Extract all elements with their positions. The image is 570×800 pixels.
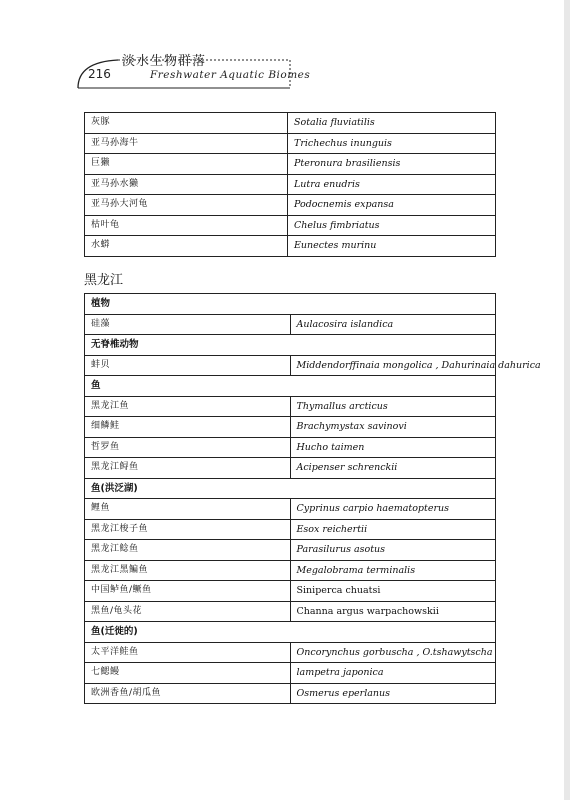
common-name-cell: 哲罗鱼 xyxy=(85,437,291,458)
common-name-cell: 硅藻 xyxy=(85,314,291,335)
common-name-cell: 黑龙江黑鳊鱼 xyxy=(85,560,291,581)
common-name-cell: 欧洲香鱼/胡瓜鱼 xyxy=(85,683,291,704)
common-name-cell: 中国鲈鱼/鳜鱼 xyxy=(85,581,291,602)
section-title: 鱼(迁徙的) xyxy=(85,622,496,643)
species-row xyxy=(85,133,496,154)
common-name-cell: 枯叶龟 xyxy=(85,215,288,236)
species-row xyxy=(85,154,496,175)
species-row xyxy=(85,663,496,684)
common-name-cell: 黑龙江鲶鱼 xyxy=(85,540,291,561)
species-row xyxy=(85,396,496,417)
common-name-cell: 黑龙江鱼 xyxy=(85,396,291,417)
species-row xyxy=(85,437,496,458)
page-header xyxy=(0,0,570,95)
species-row xyxy=(85,560,496,581)
book-title: 淡水生物群落 xyxy=(122,54,207,69)
book-subtitle: Freshwater Aquatic Biomes xyxy=(150,69,311,81)
common-name-cell: 七鳃鳗 xyxy=(85,663,291,684)
species-row xyxy=(85,314,496,335)
common-name-cell: 水蟒 xyxy=(85,236,288,257)
scientific-name-cell: Hucho taimen xyxy=(290,437,496,458)
section-heading-amur: 黑龙江 xyxy=(84,273,124,288)
scientific-name-cell: Esox reichertii xyxy=(290,519,496,540)
section-title: 鱼(洪泛湖) xyxy=(85,478,496,499)
page-number: 216 xyxy=(88,67,111,81)
page-edge-shadow xyxy=(564,0,570,800)
scientific-name-cell: Cyprinus carpio haematopterus xyxy=(290,499,496,520)
scientific-name-cell: Osmerus eperlanus xyxy=(290,683,496,704)
common-name-cell: 太平洋鲑鱼 xyxy=(85,642,291,663)
species-row xyxy=(85,355,496,376)
scientific-name-cell: Chelus fimbriatus xyxy=(288,215,496,236)
species-row xyxy=(85,540,496,561)
section-title: 鱼 xyxy=(85,376,496,397)
scientific-name-cell: Channa argus warpachowskii xyxy=(290,601,496,622)
common-name-cell: 黑龙江梭子鱼 xyxy=(85,519,291,540)
scientific-name-cell: Oncorynchus gorbuscha , O.tshawytscha xyxy=(290,642,496,663)
scientific-name-cell: Podocnemis expansa xyxy=(288,195,496,216)
common-name-cell: 灰豚 xyxy=(85,113,288,134)
section-title: 植物 xyxy=(85,294,496,315)
scientific-name-cell: Thymallus arcticus xyxy=(290,396,496,417)
species-row xyxy=(85,236,496,257)
scientific-name-cell: Parasilurus asotus xyxy=(290,540,496,561)
common-name-cell: 亚马孙海牛 xyxy=(85,133,288,154)
scientific-name-cell: Aulacosira islandica xyxy=(290,314,496,335)
scientific-name-cell: Siniperca chuatsi xyxy=(290,581,496,602)
species-row xyxy=(85,581,496,602)
scientific-name-cell: Megalobrama terminalis xyxy=(290,560,496,581)
scientific-name-cell: Middendorffinaia mongolica , Dahurinaia dahurica xyxy=(290,355,496,376)
species-row xyxy=(85,113,496,134)
species-row xyxy=(85,215,496,236)
species-row xyxy=(85,417,496,438)
scientific-name-cell: Acipenser schrenckii xyxy=(290,458,496,479)
species-row xyxy=(85,683,496,704)
common-name-cell: 黑龙江鲟鱼 xyxy=(85,458,291,479)
common-name-cell: 鲤鱼 xyxy=(85,499,291,520)
amazon-species-table xyxy=(84,112,496,257)
scientific-name-cell: Eunectes murinu xyxy=(288,236,496,257)
common-name-cell: 亚马孙水獭 xyxy=(85,174,288,195)
scientific-name-cell: Lutra enudris xyxy=(288,174,496,195)
section-header-row xyxy=(85,622,496,643)
scientific-name-cell: Pteronura brasiliensis xyxy=(288,154,496,175)
species-row xyxy=(85,499,496,520)
section-header-row xyxy=(85,335,496,356)
common-name-cell: 巨獭 xyxy=(85,154,288,175)
species-row xyxy=(85,458,496,479)
species-row xyxy=(85,195,496,216)
scientific-name-cell: Trichechus inunguis xyxy=(288,133,496,154)
common-name-cell: 蚌贝 xyxy=(85,355,291,376)
species-row xyxy=(85,642,496,663)
species-row xyxy=(85,601,496,622)
section-header-row xyxy=(85,478,496,499)
species-row xyxy=(85,174,496,195)
section-header-row xyxy=(85,294,496,315)
amur-species-table xyxy=(84,293,541,704)
section-title: 无脊椎动物 xyxy=(85,335,496,356)
species-row xyxy=(85,519,496,540)
common-name-cell: 细鳞鲑 xyxy=(85,417,291,438)
scientific-name-cell: Brachymystax savinovi xyxy=(290,417,496,438)
common-name-cell: 亚马孙大河龟 xyxy=(85,195,288,216)
common-name-cell: 黑鱼/龟头花 xyxy=(85,601,291,622)
scientific-name-cell: lampetra japonica xyxy=(290,663,496,684)
scientific-name-cell: Sotalia fluviatilis xyxy=(288,113,496,134)
section-header-row xyxy=(85,376,496,397)
